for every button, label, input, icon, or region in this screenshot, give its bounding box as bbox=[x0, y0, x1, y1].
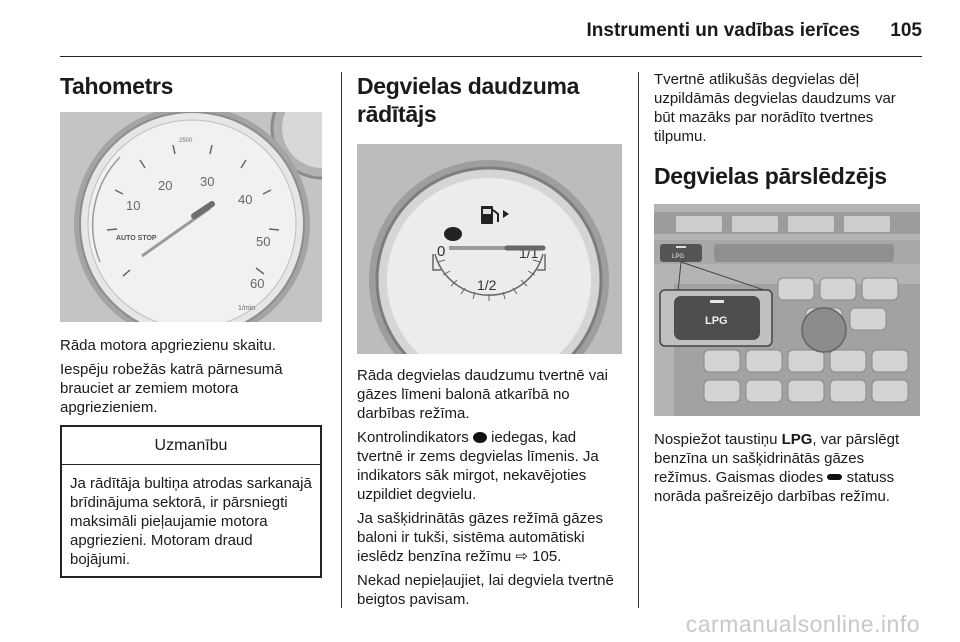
tachometer-figure bbox=[60, 112, 322, 322]
low-fuel-indicator-symbol-icon bbox=[473, 432, 487, 443]
lpg-button-label: LPG bbox=[705, 315, 728, 327]
caution-title: Uzmanību bbox=[62, 427, 320, 465]
fuel-gauge-heading bbox=[357, 72, 622, 128]
fuel-gauge-para2-start: Kontrolindikators bbox=[357, 429, 469, 446]
page-header bbox=[60, 14, 922, 57]
fuel-selector-text bbox=[654, 430, 920, 506]
fuel-scale-zero: 0 bbox=[437, 243, 446, 260]
led-indicator-icon bbox=[827, 474, 842, 480]
rpm-unit: 1/min bbox=[238, 305, 256, 312]
fuel-selector-text-start: Nospiežot taustiņu bbox=[654, 431, 778, 448]
fuel-selector-text-end: statuss norāda pašreizējo darbības režīmu. bbox=[654, 469, 895, 505]
column-divider-2 bbox=[638, 72, 639, 608]
tach-label-30: 30 bbox=[200, 174, 215, 189]
fuel-scale-full: 1/1 bbox=[519, 245, 539, 261]
tach-tick-value: 2500 bbox=[179, 138, 193, 144]
fuel-gauge-para2 bbox=[357, 428, 622, 504]
lpg-led-indicator bbox=[710, 300, 724, 303]
tachometer-para2: Iespēju robežās katrā pārnesumā brauciet ar zemiem motora apgriezieniem. bbox=[60, 361, 283, 416]
tach-label-10: 10 bbox=[126, 198, 141, 213]
fuel-gauge-section bbox=[357, 72, 622, 614]
fuel-selector-heading: Degvielas pārslēdzējs bbox=[654, 163, 887, 189]
fuel-scale-half: 1/2 bbox=[477, 277, 497, 293]
header-title: Instrumenti un vadības ierīces bbox=[586, 20, 860, 41]
fuel-gauge-para2-end: iedegas, kad tvertnē ir zems degvielas līmenis. Ja indikators sāk mirgot, nekavējoties uzpildiet degvielu. bbox=[357, 429, 599, 503]
tachometer-heading: Tahometrs bbox=[60, 73, 174, 99]
fuel-gauge-heading-line1: Degvielas daudzuma bbox=[357, 73, 580, 99]
caution-box bbox=[60, 425, 322, 578]
fuel-gauge-heading-line2: rādītājs bbox=[357, 101, 437, 127]
page-number: 105 bbox=[890, 20, 922, 41]
tach-label-50: 50 bbox=[256, 234, 271, 249]
tach-label-40: 40 bbox=[238, 192, 253, 207]
fuel-selector-section bbox=[654, 70, 920, 511]
fuel-gauge-para1: Rāda degvielas daudzumu tvertnē vai gāzes līmeni balonā atkarībā no darbības režīma. bbox=[357, 367, 608, 422]
tach-label-60: 60 bbox=[250, 276, 265, 291]
tachometer-section bbox=[60, 72, 322, 578]
watermark: carmanualsonline.info bbox=[685, 611, 920, 637]
svg-text:LPG: LPG bbox=[672, 254, 685, 260]
fuel-selector-text-bold: LPG bbox=[781, 431, 813, 448]
tachometer-para1: Rāda motora apgriezienu skaitu. bbox=[60, 337, 276, 354]
fuel-selector-intro: Tvertnē atlikušās degvielas dēļ uzpildāmās degvielas daudzums var būt mazāks par norādīto tvertnes tilpumu. bbox=[654, 71, 896, 145]
fuel-gauge-para4: Nekad nepieļaujiet, lai degviela tvertnē beigtos pavisam. bbox=[357, 572, 614, 608]
fuel-selector-text-mid: , var pārslēgt benzīna un sašķidrinātās gāzes režīmus. Gaismas diodes bbox=[654, 431, 900, 486]
autostop-label: AUTO STOP bbox=[116, 235, 157, 242]
low-fuel-indicator-icon bbox=[444, 227, 462, 241]
lpg-switch-figure bbox=[654, 204, 920, 416]
column-divider-1 bbox=[341, 72, 342, 608]
fuel-gauge-para3-text: Ja sašķidrinātās gāzes režīmā gāzes baloni ir tukši, sistēma automātiski ieslēdz benzīna režīmu bbox=[357, 510, 603, 565]
fuel-gauge-para3-ref: 105. bbox=[532, 548, 562, 565]
page-ref-arrow-icon: ⇨ bbox=[515, 548, 528, 565]
caution-text: Ja rādītāja bultiņa atrodas sarkanajā brīdinājuma sektorā, ir pārsniegti maksimāli pieļaujamie motora apgriezieni. Motoram draud bojājumi. bbox=[70, 475, 312, 568]
tach-label-20: 20 bbox=[158, 178, 173, 193]
fuel-gauge-figure bbox=[357, 144, 622, 354]
fuel-gauge-para3 bbox=[357, 509, 622, 566]
